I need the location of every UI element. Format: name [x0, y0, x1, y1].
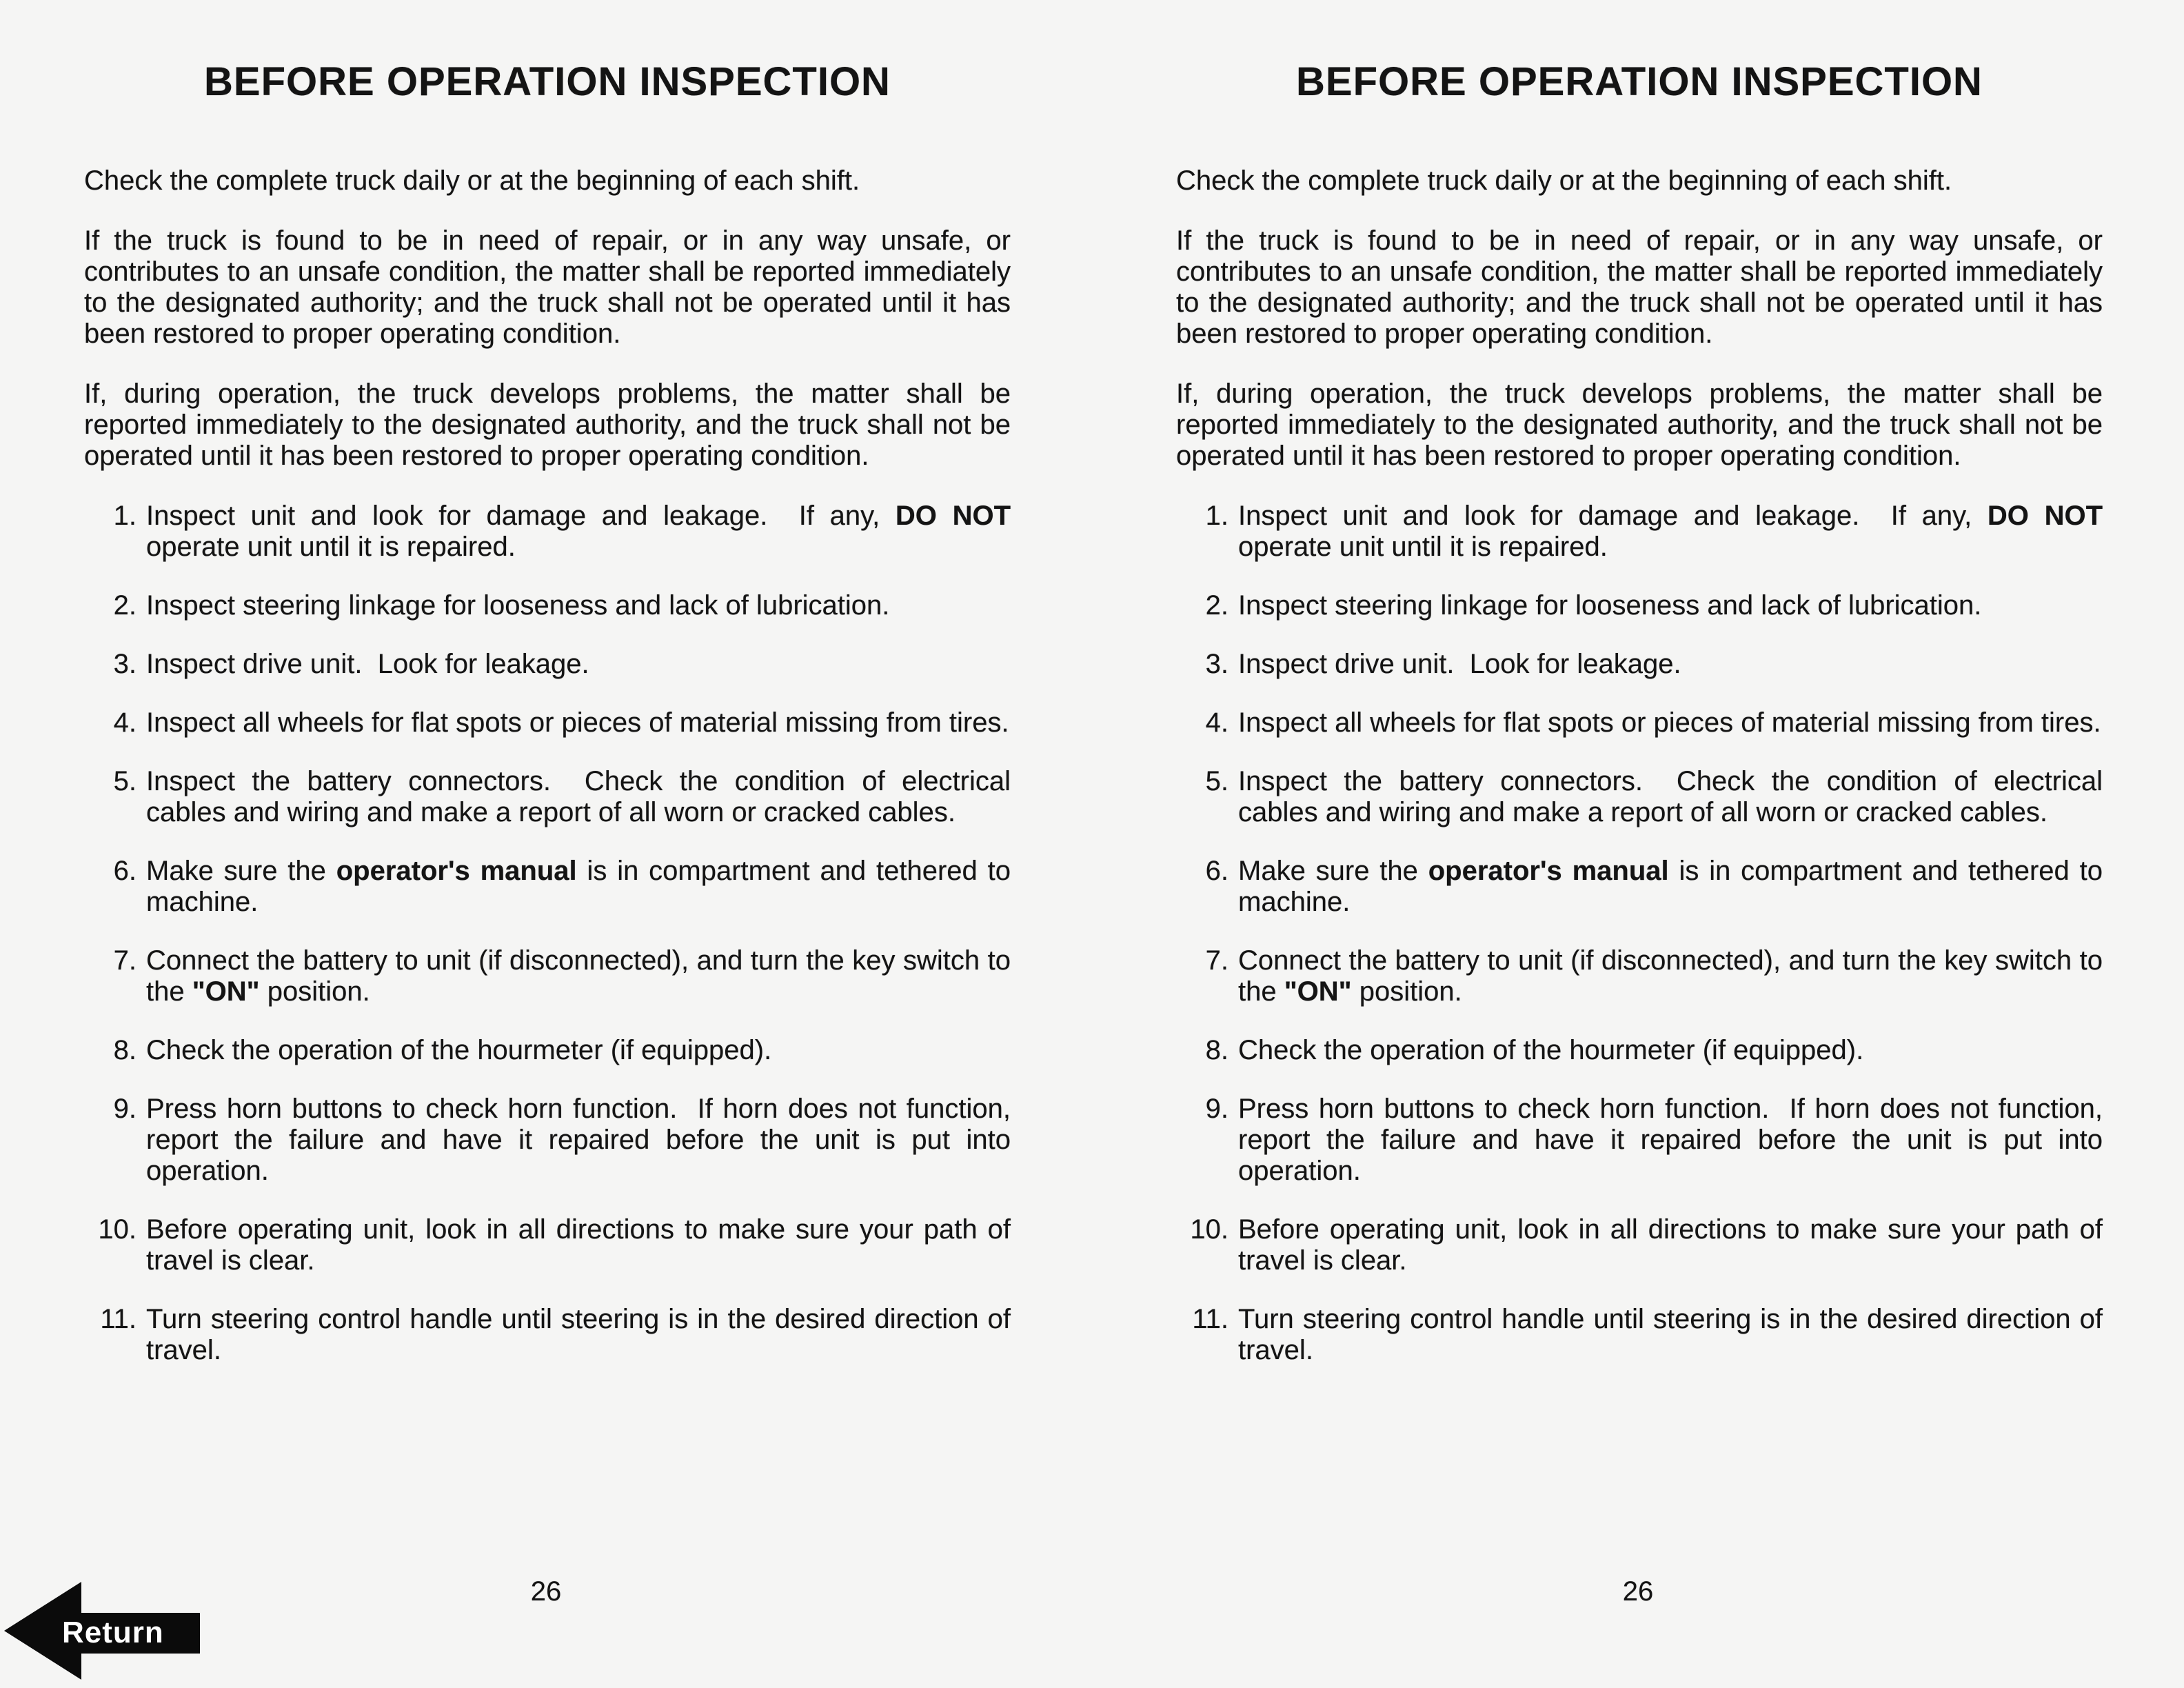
list-item	[84, 945, 1011, 1007]
item-number: 8.	[1205, 1035, 1228, 1065]
item-number: 11.	[100, 1304, 136, 1334]
list-item	[84, 856, 1011, 918]
list-item	[1176, 707, 2103, 738]
item-number: 7.	[1205, 945, 1228, 976]
item-number: 9.	[1205, 1094, 1228, 1124]
list-item	[84, 649, 1011, 680]
item-number: 6.	[1205, 856, 1228, 886]
item-number: 1.	[1205, 501, 1228, 531]
item-text: Check the operation of the hourmeter (if equipped).	[1238, 1035, 1864, 1065]
item-text: Inspect all wheels for flat spots or pieces of material missing from tires.	[146, 707, 1009, 738]
page-title: BEFORE OPERATION INSPECTION	[1296, 59, 1983, 104]
item-text: Inspect the battery connectors. Check the condition of electrical cables and wiring and make a report of all worn or cracked cables.	[146, 766, 1011, 827]
intro-paragraphs	[84, 165, 1011, 472]
list-item	[84, 1304, 1011, 1366]
list-item	[84, 501, 1011, 563]
item-text: Inspect unit and look for damage and leakage. If any, DO NOT operate unit until it is repaired.	[1238, 501, 2103, 562]
list-item	[1176, 1214, 2103, 1276]
list-item	[1176, 1304, 2103, 1366]
item-number: 1.	[113, 501, 136, 531]
item-number: 2.	[113, 590, 136, 621]
list-item	[84, 1094, 1011, 1187]
inspection-list	[1176, 501, 2103, 1366]
item-number: 5.	[113, 766, 136, 796]
item-text: Connect the battery to unit (if disconnected), and turn the key switch to the "ON" position.	[146, 945, 1011, 1007]
item-number: 6.	[113, 856, 136, 886]
item-text: Connect the battery to unit (if disconnected), and turn the key switch to the "ON" position.	[1238, 945, 2103, 1007]
item-number: 8.	[113, 1035, 136, 1065]
item-text: Inspect drive unit. Look for leakage.	[1238, 649, 1681, 679]
item-number: 10.	[98, 1214, 136, 1245]
item-text: Make sure the operator's manual is in compartment and tethered to machine.	[146, 856, 1011, 917]
item-text: Inspect drive unit. Look for leakage.	[146, 649, 589, 679]
page-number: 26	[530, 1576, 562, 1607]
list-item	[1176, 766, 2103, 828]
item-text: Before operating unit, look in all directions to make sure your path of travel is clear.	[1238, 1214, 2103, 1276]
item-number: 3.	[1205, 649, 1228, 679]
list-item	[1176, 856, 2103, 918]
item-number: 7.	[113, 945, 136, 976]
item-text: Inspect unit and look for damage and leakage. If any, DO NOT operate unit until it is repaired.	[146, 501, 1011, 562]
return-button[interactable]	[4, 1580, 203, 1682]
item-number: 9.	[113, 1094, 136, 1124]
paragraph: If the truck is found to be in need of repair, or in any way unsafe, or contributes to an unsafe condition, the matter shall be reported immediately to the designated authority; and the truck shall not be operated until it has been restored to proper operating condition.	[84, 225, 1011, 349]
item-number: 3.	[113, 649, 136, 679]
item-text: Before operating unit, look in all directions to make sure your path of travel is clear.	[146, 1214, 1011, 1276]
list-item	[1176, 590, 2103, 621]
item-text: Turn steering control handle until steering is in the desired direction of travel.	[146, 1304, 1011, 1365]
item-text: Turn steering control handle until steering is in the desired direction of travel.	[1238, 1304, 2103, 1365]
list-item	[1176, 649, 2103, 680]
item-text: Inspect all wheels for flat spots or pieces of material missing from tires.	[1238, 707, 2101, 738]
item-text: Make sure the operator's manual is in compartment and tethered to machine.	[1238, 856, 2103, 917]
paragraph: If, during operation, the truck develops problems, the matter shall be reported immediately to the designated authority, and the truck shall not be operated until it has been restored to proper operating condition.	[1176, 379, 2103, 471]
item-text: Press horn buttons to check horn function. If horn does not function, report the failure and have it repaired before the unit is put into operation.	[146, 1094, 1011, 1186]
paragraph: Check the complete truck daily or at the beginning of each shift.	[84, 165, 860, 196]
item-number: 10.	[1190, 1214, 1228, 1245]
item-number: 2.	[1205, 590, 1228, 621]
item-number: 4.	[1205, 707, 1228, 738]
item-number: 11.	[1192, 1304, 1228, 1334]
paragraph: If the truck is found to be in need of repair, or in any way unsafe, or contributes to an unsafe condition, the matter shall be reported immediately to the designated authority; and the truck shall not be operated until it has been restored to proper operating condition.	[1176, 225, 2103, 349]
item-text: Inspect steering linkage for looseness and lack of lubrication.	[146, 590, 890, 621]
item-text: Check the operation of the hourmeter (if equipped).	[146, 1035, 772, 1065]
page-number: 26	[1622, 1576, 1654, 1607]
list-item	[1176, 1094, 2103, 1187]
item-text: Inspect the battery connectors. Check the condition of electrical cables and wiring and make a report of all worn or cracked cables.	[1238, 766, 2103, 827]
list-item	[84, 1214, 1011, 1276]
intro-paragraphs	[1176, 165, 2103, 472]
page-column-right	[1092, 0, 2184, 1688]
return-button-label: Return	[62, 1616, 164, 1649]
item-number: 4.	[113, 707, 136, 738]
list-item	[84, 590, 1011, 621]
list-item	[84, 1035, 1011, 1066]
paragraph: Check the complete truck daily or at the beginning of each shift.	[1176, 165, 1952, 196]
inspection-list	[84, 501, 1011, 1366]
item-text: Inspect steering linkage for looseness and lack of lubrication.	[1238, 590, 1982, 621]
item-number: 5.	[1205, 766, 1228, 796]
item-text: Press horn buttons to check horn function. If horn does not function, report the failure and have it repaired before the unit is put into operation.	[1238, 1094, 2103, 1186]
list-item	[1176, 501, 2103, 563]
list-item	[1176, 1035, 2103, 1066]
list-item	[84, 707, 1011, 738]
page-title: BEFORE OPERATION INSPECTION	[204, 59, 891, 104]
list-item	[84, 766, 1011, 828]
paragraph: If, during operation, the truck develops problems, the matter shall be reported immediately to the designated authority, and the truck shall not be operated until it has been restored to proper operating condition.	[84, 379, 1011, 471]
list-item	[1176, 945, 2103, 1007]
